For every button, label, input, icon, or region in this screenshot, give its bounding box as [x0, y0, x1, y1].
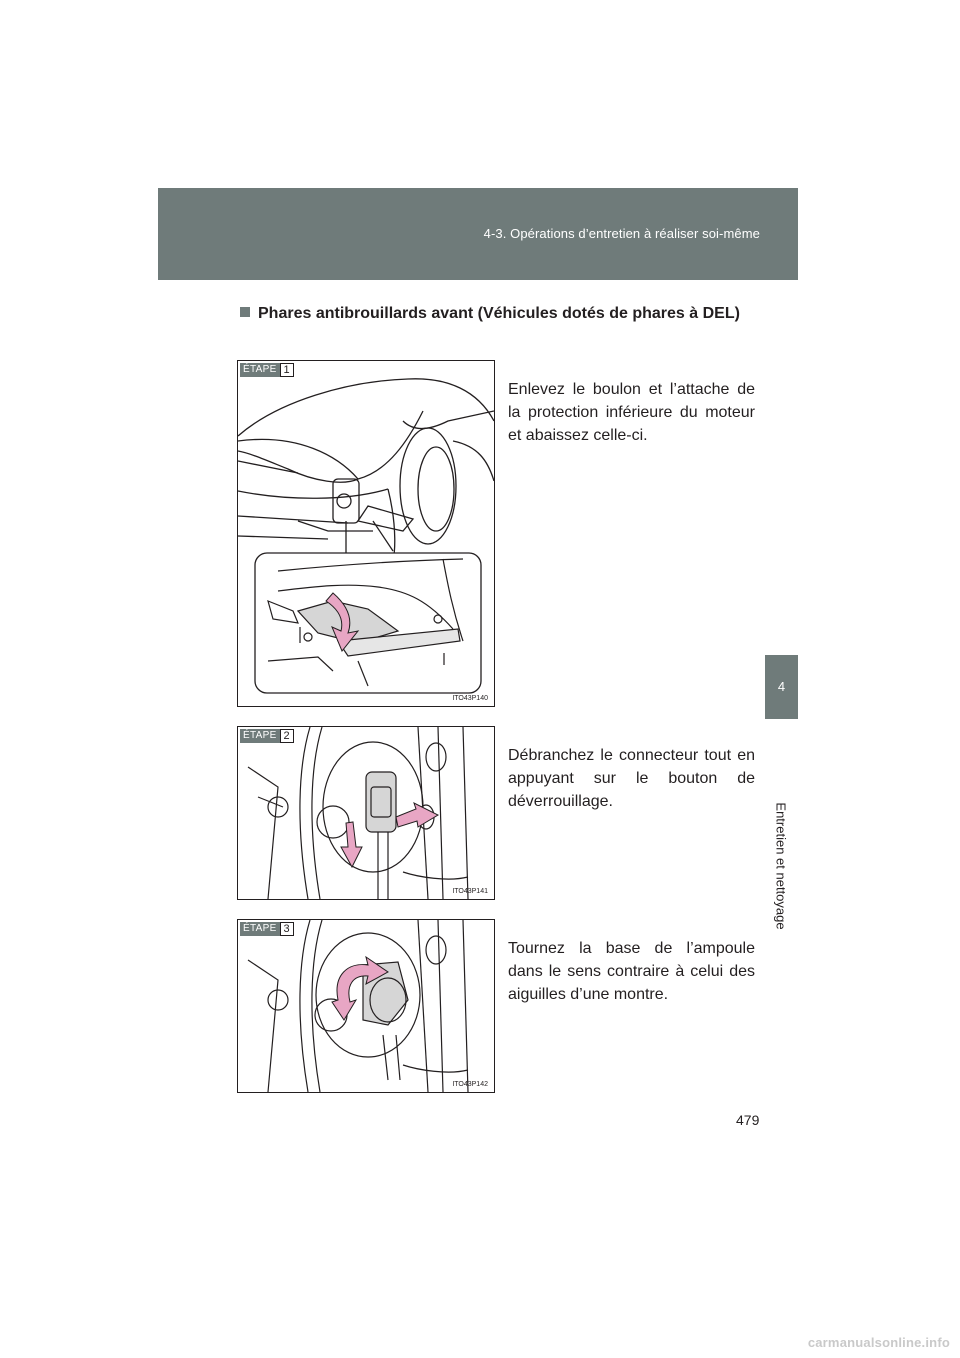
step-1-badge	[240, 363, 294, 377]
chapter-title: Entretien et nettoyage	[773, 802, 789, 930]
step-1-figure	[237, 360, 495, 707]
page-number: 479	[736, 1112, 760, 1128]
car-bumper-illustration	[238, 361, 494, 706]
header-title: 4-3. Opérations d’entretien à réaliser soi-même	[483, 226, 760, 241]
step-3-instruction: Tournez la base de l’ampoule dans le sens contraire à celui des aiguilles d’une montre.	[508, 940, 755, 1003]
step-2-figure-code: ITO43P141	[452, 888, 488, 895]
bulb-base-illustration	[238, 920, 494, 1092]
step-3-figure	[237, 919, 495, 1093]
chapter-tab[interactable]: 4	[765, 655, 798, 719]
section-heading-text: Phares antibrouillards avant (Véhicules dotés de phares à DEL)	[258, 305, 740, 322]
step-2-badge	[240, 729, 294, 743]
step-2-figure	[237, 726, 495, 900]
step-1-instruction: Enlevez le boulon et l’attache de la protection inférieure du moteur et abaissez celle-ci.	[508, 381, 755, 444]
step-2-instruction: Débranchez le connecteur tout en appuyant sur le bouton de déverrouillage.	[508, 747, 755, 810]
step-2-badge-number: 2	[280, 729, 294, 743]
step-2-badge-label: ÉTAPE	[240, 729, 280, 743]
header-band	[158, 188, 798, 280]
step-3-figure-code: ITO43P142	[452, 1081, 488, 1088]
step-3-badge-number: 3	[280, 922, 294, 936]
step-3-badge-label: ÉTAPE	[240, 922, 280, 936]
step-1-badge-label: ÉTAPE	[240, 363, 280, 377]
chapter-tab-divider	[765, 719, 798, 720]
step-1-figure-code: ITO43P140	[452, 695, 488, 702]
connector-illustration	[238, 727, 494, 899]
square-bullet-icon	[240, 307, 250, 317]
section-heading	[240, 300, 755, 328]
step-1-badge-number: 1	[280, 363, 294, 377]
step-3-badge	[240, 922, 294, 936]
watermark[interactable]: carmanualsonline.info	[807, 1335, 950, 1350]
